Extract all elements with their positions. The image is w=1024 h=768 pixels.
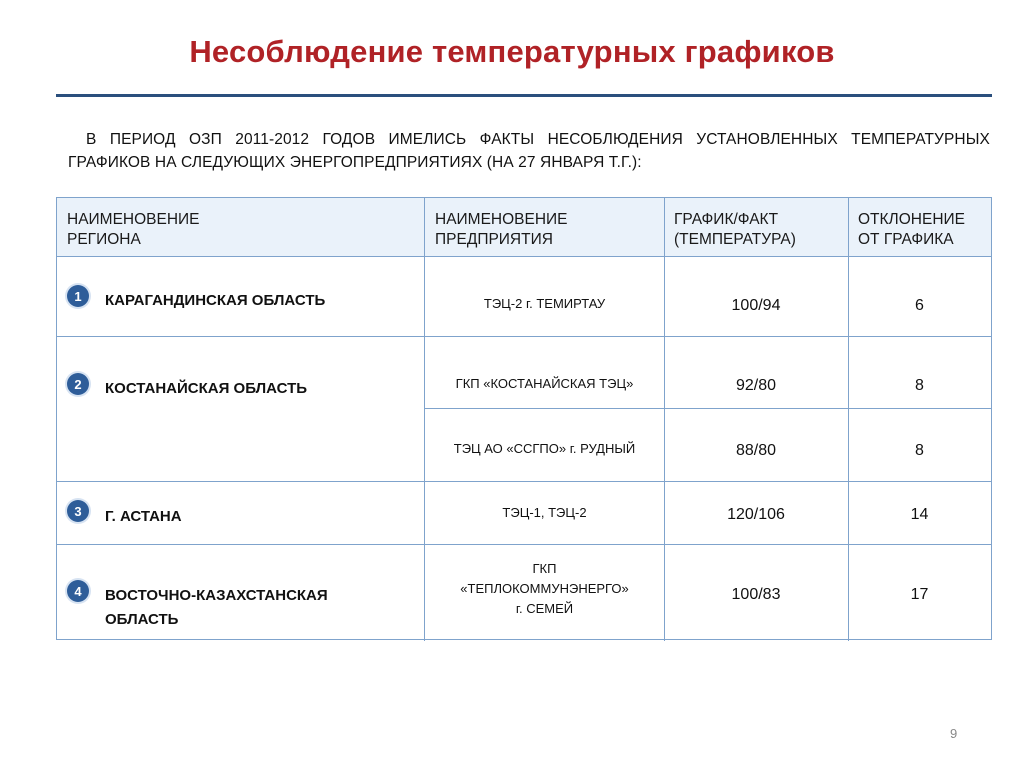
row-divider <box>57 481 991 482</box>
deviation: 8 <box>915 377 924 394</box>
intro-paragraph: В ПЕРИОД ОЗП 2011-2012 ГОДОВ ИМЕЛИСЬ ФАКТЫ НЕСОБЛЮДЕНИЯ УСТАНОВЛЕННЫХ ТЕМПЕРАТУРНЫХ ГРАФИКОВ НА СЛЕДУЮЩИХ ЭНЕРГОПРЕДПРИЯТИЯХ (НА 27 ЯНВАРЯ Т.Г.): <box>68 131 990 171</box>
column-divider <box>664 198 665 641</box>
slide-title: Несоблюдение температурных графиков <box>189 34 835 69</box>
header-schedule-line1: ГРАФИК/ФАКТ <box>674 211 779 228</box>
enterprise-name <box>425 559 664 619</box>
deviation: 14 <box>910 506 929 523</box>
enterprise-name: ГКП «КОСТАНАЙСКАЯ ТЭЦ» <box>455 376 634 391</box>
header-schedule <box>664 198 848 256</box>
region-name: Г. АСТАНА <box>105 508 182 525</box>
deviation: 8 <box>915 442 924 459</box>
title-underline <box>56 94 992 97</box>
region-number-badge: 3 <box>67 500 89 522</box>
header-region <box>57 198 425 256</box>
region-number-badge: 1 <box>67 285 89 307</box>
enterprise-name: ТЭЦ-2 г. ТЕМИРТАУ <box>483 296 606 311</box>
header-region-line2: РЕГИОНА <box>67 231 141 248</box>
enterprise-name: ТЭЦ-1, ТЭЦ-2 <box>502 505 587 520</box>
enterprise-name-line3: г. СЕМЕЙ <box>515 601 574 616</box>
header-enterprise <box>425 198 664 256</box>
region-name: КАРАГАНДИНСКАЯ ОБЛАСТЬ <box>105 292 326 309</box>
row-divider <box>424 408 991 409</box>
region-number-badge: 4 <box>67 580 89 602</box>
header-schedule-line2: (ТЕМПЕРАТУРА) <box>674 231 796 248</box>
deviation: 17 <box>910 586 929 603</box>
header-deviation <box>848 198 991 256</box>
header-enterprise-line1: НАИМЕНОВЕНИЕ <box>435 211 568 228</box>
header-deviation-line1: ОТКЛОНЕНИЕ <box>858 211 965 228</box>
enterprise-name-line1: ГКП <box>532 561 557 576</box>
region-name-line1: ВОСТОЧНО-КАЗАХСТАНСКАЯ <box>105 587 328 604</box>
violations-table <box>56 197 992 640</box>
enterprise-name-line2: «ТЕПЛОКОММУНЭНЕРГО» <box>460 581 629 596</box>
header-enterprise-line2: ПРЕДПРИЯТИЯ <box>435 231 553 248</box>
region-name: КОСТАНАЙСКАЯ ОБЛАСТЬ <box>105 380 308 397</box>
region-name-line2: ОБЛАСТЬ <box>105 611 179 628</box>
deviation: 6 <box>915 297 924 314</box>
column-divider <box>848 198 849 641</box>
schedule-fact: 92/80 <box>735 377 777 394</box>
schedule-fact: 100/83 <box>731 586 781 603</box>
schedule-fact: 120/106 <box>727 506 785 523</box>
page-number: 9 <box>950 726 958 741</box>
header-region-line1: НАИМЕНОВЕНИЕ <box>67 211 200 228</box>
schedule-fact: 88/80 <box>735 442 777 459</box>
region-number-badge: 2 <box>67 373 89 395</box>
schedule-fact: 100/94 <box>731 297 781 314</box>
enterprise-name: ТЭЦ АО «ССГПО» г. РУДНЫЙ <box>453 441 636 456</box>
row-divider <box>57 544 991 545</box>
row-divider <box>57 336 991 337</box>
row-divider <box>57 256 991 257</box>
header-deviation-line2: ОТ ГРАФИКА <box>858 231 954 248</box>
region-name <box>105 584 328 632</box>
